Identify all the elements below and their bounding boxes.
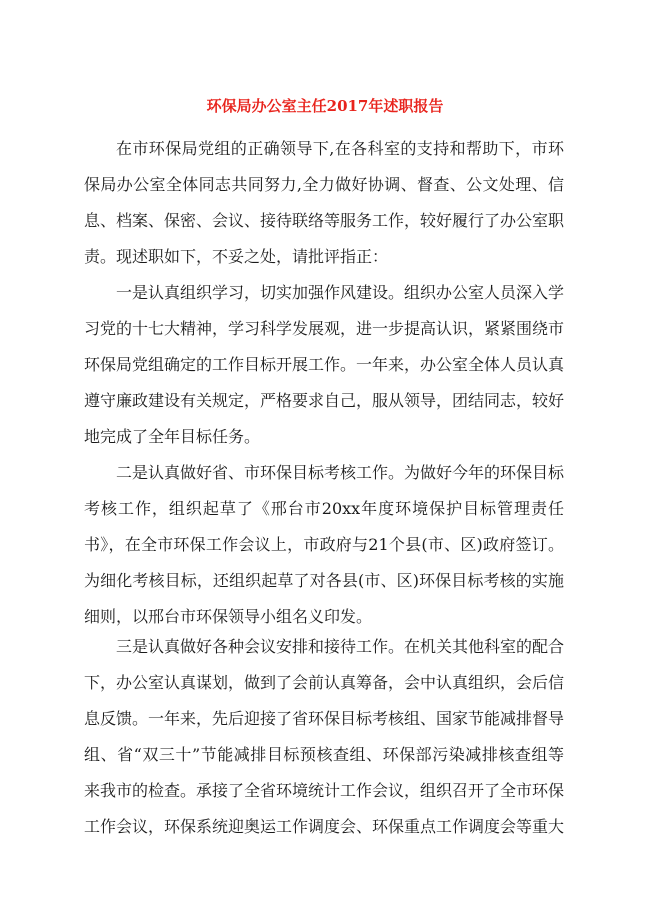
text-line: 书》，在全市环保工作会议上，市政府与21个县(市、区)政府签订。 <box>84 535 564 554</box>
text-line: 遵守廉政建设有关规定，严格要求自己，服从领导，团结同志，较好 <box>84 391 564 410</box>
text-line: 来我市的检查。承接了全省环境统计工作会议，组织召开了全市环保 <box>84 781 564 800</box>
paragraph-assessment <box>84 455 564 635</box>
paragraph-meetings <box>84 629 564 845</box>
paragraph-study <box>84 275 564 455</box>
text-line: 考核工作，组织起草了《邢台市20xx年度环境保护目标管理责任 <box>84 499 564 518</box>
text-line: 息反馈。一年来，先后迎接了省环保目标考核组、国家节能减排督导 <box>84 709 564 728</box>
text-line: 保局办公室全体同志共同努力,全力做好协调、督查、公文处理、信 <box>84 175 564 194</box>
text-line: 细则，以邢台市环保领导小组名义印发。 <box>84 607 373 626</box>
text-line: 责。现述职如下，不妥之处，请批评指正： <box>84 247 389 266</box>
text-line: 二是认真做好省、市环保目标考核工作。为做好今年的环保目标 <box>116 463 564 482</box>
text-line: 在市环保局党组的正确领导下,在各科室的支持和帮助下，市环 <box>116 139 564 158</box>
text-line: 一是认真组织学习，切实加强作风建设。组织办公室人员深入学 <box>116 283 564 302</box>
text-line: 为细化考核目标，还组织起草了对各县(市、区)环保目标考核的实施 <box>84 571 564 590</box>
paragraph-intro <box>84 131 564 275</box>
text-line: 地完成了全年目标任务。 <box>84 427 261 446</box>
text-line: 环保局党组确定的工作目标开展工作。一年来，办公室全体人员认真 <box>84 355 564 374</box>
text-line: 三是认真做好各种会议安排和接待工作。在机关其他科室的配合 <box>116 637 564 656</box>
document-title: 环保局办公室主任2017年述职报告 <box>206 97 444 115</box>
text-line: 息、档案、保密、会议、接待联络等服务工作，较好履行了办公室职 <box>84 211 564 230</box>
text-line: 下，办公室认真谋划，做到了会前认真筹备，会中认真组织，会后信 <box>84 673 564 692</box>
text-line: 工作会议，环保系统迎奥运工作调度会、环保重点工作调度会等重大 <box>84 817 564 836</box>
text-line: 组、省“双三十”节能减排目标预核查组、环保部污染减排核查组等 <box>84 745 564 764</box>
text-line: 习党的十七大精神，学习科学发展观，进一步提高认识，紧紧围绕市 <box>84 319 564 338</box>
